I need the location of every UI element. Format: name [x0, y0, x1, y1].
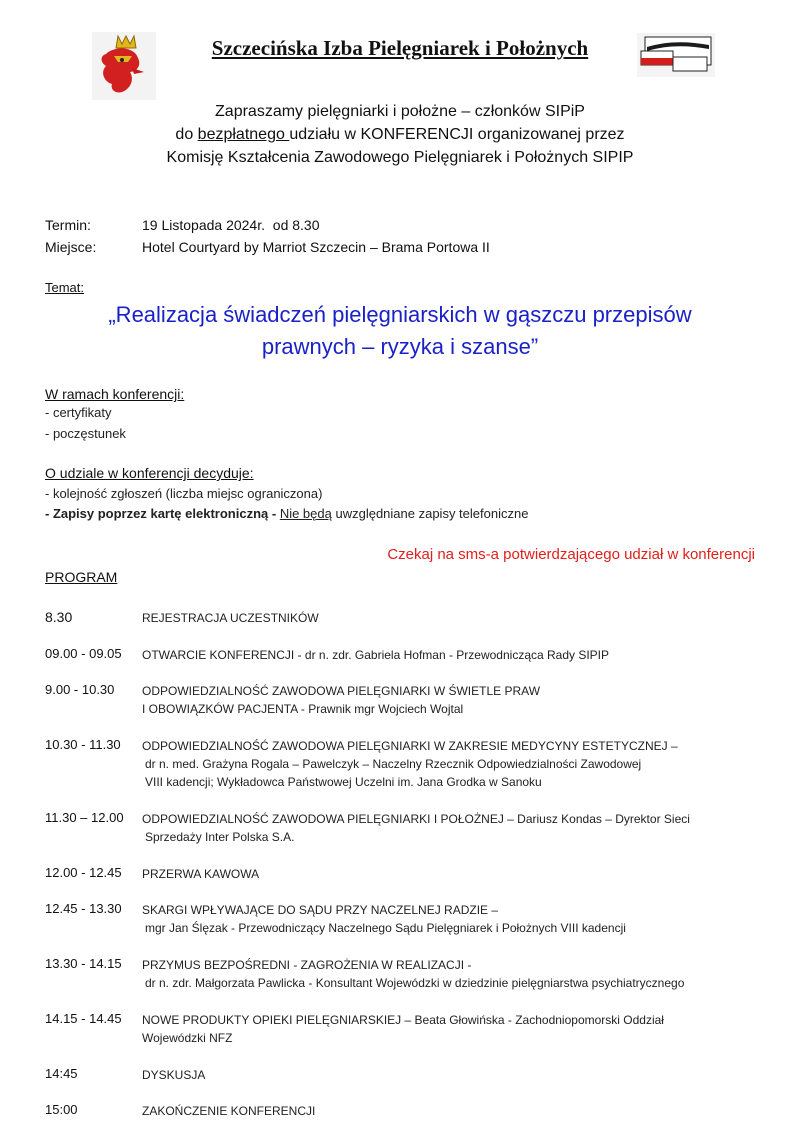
- program-desc-line: I OBOWIĄZKÓW PACJENTA - Prawnik mgr Wojciech Wojtal: [142, 702, 464, 716]
- program-time: 9.00 - 10.30: [45, 682, 115, 697]
- program-desc: [142, 609, 319, 627]
- program-desc: [142, 956, 684, 992]
- topic-line-2: prawnych – ryzyka i szanse”: [261, 334, 539, 359]
- miejsce-label: Miejsce:: [45, 239, 97, 255]
- program-time: 12.45 - 13.30: [45, 901, 122, 916]
- program-desc-line: dr n. med. Grażyna Rogala – Pawelczyk – Naczelny Rzecznik Odpowiedzialności Zawodowej: [145, 757, 642, 771]
- termin-value: [142, 217, 320, 233]
- intro-line-2-underlined: bezpłatnego: [197, 126, 290, 143]
- program-desc-line: NOWE PRODUKTY OPIEKI PIELĘGNIARSKIEJ – Beata Głowińska - Zachodniopomorski Oddział: [142, 1013, 664, 1027]
- program-desc: [142, 1066, 205, 1084]
- program-time: 14.15 - 14.45: [45, 1011, 122, 1026]
- program-desc-line: Sprzedaży Inter Polska S.A.: [145, 830, 295, 844]
- program-desc: [142, 646, 609, 664]
- program-desc-line: ODPOWIEDZIALNOŚĆ ZAWODOWA PIELĘGNIARKI W ŚWIETLE PRAW: [142, 684, 541, 698]
- participation-item-2-bold: - Zapisy poprzez kartę elektroniczną -: [45, 506, 277, 521]
- program-time: 13.30 - 14.15: [45, 956, 122, 971]
- program-desc-line: PRZYMUS BEZPOŚREDNI - ZAGROŻENIA W REALIZACJI -: [142, 958, 472, 972]
- program-time: 15:00: [45, 1102, 78, 1117]
- program-time: 09.00 - 09.05: [45, 646, 122, 661]
- program-desc-line: REJESTRACJA UCZESTNIKÓW: [142, 611, 319, 625]
- conference-heading: W ramach konferencji:: [45, 386, 185, 402]
- program-heading: PROGRAM: [45, 569, 118, 585]
- program-time: 8.30: [45, 609, 73, 625]
- termin-date: 19 Listopada 2024r.: [142, 217, 265, 233]
- participation-item-2-rest: uwzględniane zapisy telefoniczne: [335, 506, 529, 521]
- program-desc-line: OTWARCIE KONFERENCJI - dr n. zdr. Gabriela Hofman - Przewodnicząca Rady SIPIP: [142, 648, 610, 662]
- conference-item: - certyfikaty: [45, 405, 112, 420]
- program-desc-line: dr n. zdr. Małgorzata Pawlicka - Konsultant Wojewódzki w dziedzinie pielęgniarstwa psychiatrycznego: [145, 976, 685, 990]
- program-desc-line: SKARGI WPŁYWAJĄCE DO SĄDU PRZY NACZELNEJ RADZIE –: [142, 903, 499, 917]
- topic-line-1: „Realizacja świadczeń pielęgniarskich w gąszczu przepisów: [108, 302, 692, 327]
- program-time: 11.30 – 12.00: [45, 810, 124, 825]
- program-desc-line: DYSKUSJA: [142, 1068, 206, 1082]
- participation-item-2: [45, 506, 528, 521]
- program-desc: [142, 810, 690, 846]
- intro-line-2: [60, 123, 740, 146]
- sms-note: Czekaj na sms-a potwierdzającego udział w konferencji: [387, 546, 755, 563]
- program-desc: [142, 865, 259, 883]
- program-desc: [142, 737, 678, 791]
- program-desc-line: mgr Jan Ślęzak - Przewodniczący Naczelnego Sądu Pielęgniarek i Położnych VIII kadencji: [145, 921, 626, 935]
- program-desc: [142, 901, 626, 937]
- miejsce-value: Hotel Courtyard by Marriot Szczecin – Brama Portowa II: [142, 239, 490, 255]
- participation-item-2-underlined: Nie będą: [279, 506, 332, 521]
- intro-line-2-a: do: [175, 126, 198, 143]
- program-time: 10.30 - 11.30: [45, 737, 121, 752]
- program-time: 14:45: [45, 1066, 78, 1081]
- griffin-crest-icon: [92, 32, 156, 100]
- program-desc-line: VIII kadencji; Wykładowca Państwowej Uczelni im. Jana Grodka w Sanoku: [145, 775, 542, 789]
- program-desc-line: ZAKOŃCZENIE KONFERENCJI: [142, 1104, 316, 1118]
- termin-from: od 8.30: [272, 217, 320, 233]
- intro-line-1: Zapraszamy pielęgniarki i położne – członków SIPiP: [215, 103, 585, 120]
- program-desc-line: ODPOWIEDZIALNOŚĆ ZAWODOWA PIELĘGNIARKI W ZAKRESIE MEDYCYNY ESTETYCZNEJ –: [142, 739, 678, 753]
- conference-item: - poczęstunek: [45, 426, 126, 441]
- participation-heading: O udziale w konferencji decyduje:: [45, 465, 254, 481]
- program-desc: [142, 1102, 315, 1120]
- flag-icon: [637, 33, 715, 77]
- org-title: Szczecińska Izba Pielęgniarek i Położnych: [211, 36, 589, 60]
- participation-item-1: - kolejność zgłoszeń (liczba miejsc ograniczona): [45, 486, 323, 501]
- program-time: 12.00 - 12.45: [45, 865, 122, 880]
- program-desc-line: Wojewódzki NFZ: [142, 1031, 233, 1045]
- program-desc-line: PRZERWA KAWOWA: [142, 867, 260, 881]
- intro-line-3: Komisję Kształcenia Zawodowego Pielęgniarek i Położnych SIPIP: [166, 149, 634, 166]
- intro-line-2-b: udziału w KONFERENCJI organizowanej przez: [289, 126, 625, 143]
- program-desc: [142, 682, 540, 718]
- program-desc-line: ODPOWIEDZIALNOŚĆ ZAWODOWA PIELĘGNIARKI I POŁOŻNEJ – Dariusz Kondas – Dyrektor Sieci: [142, 812, 690, 826]
- program-desc: [142, 1011, 664, 1047]
- termin-label: Termin:: [45, 217, 91, 233]
- topic-label: Temat:: [45, 280, 85, 295]
